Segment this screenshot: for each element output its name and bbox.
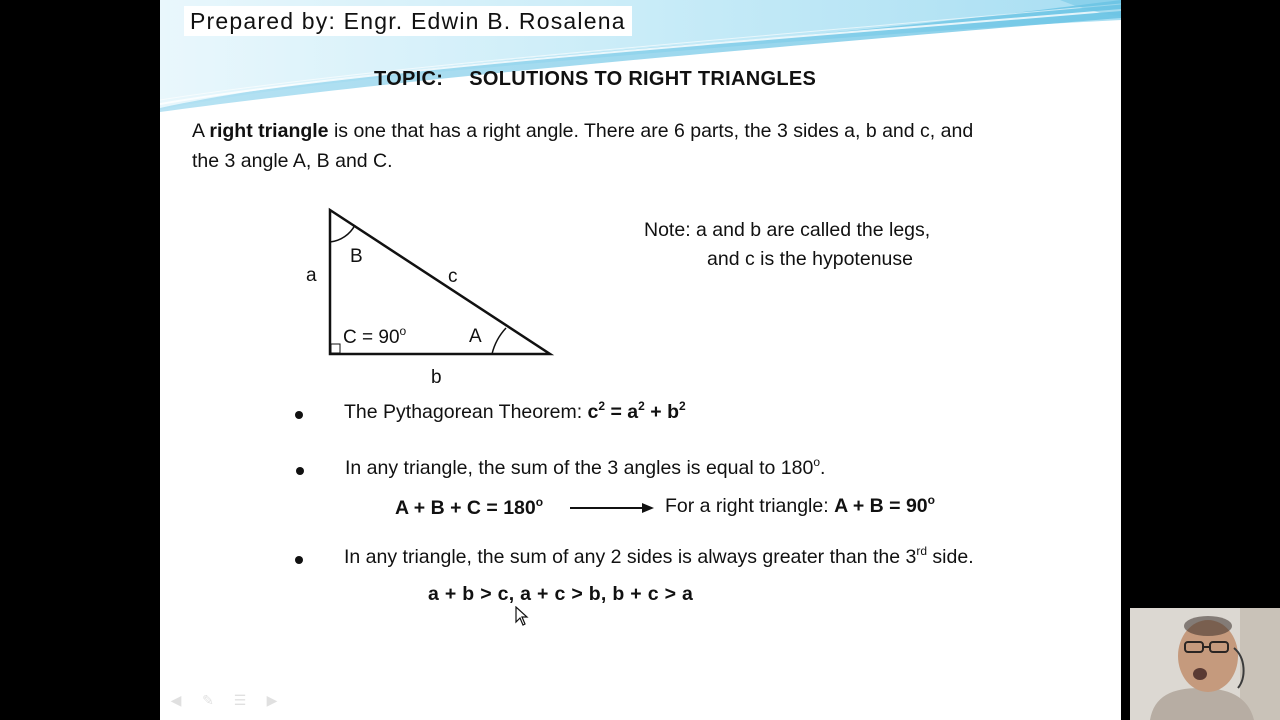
topic-label: TOPIC: <box>374 68 444 90</box>
angle-b-arc <box>330 225 355 242</box>
presenter-webcam-overlay <box>1130 608 1280 720</box>
intro-text-1: A <box>192 120 210 142</box>
intro-paragraph <box>192 116 973 176</box>
bullet-dot <box>295 411 303 419</box>
note-line-2: and c is the hypotenuse <box>707 248 913 270</box>
right-angle-marker <box>331 344 340 353</box>
intro-bold-term: right triangle <box>209 120 329 142</box>
side-b-label: b <box>431 367 442 388</box>
right-triangle-angle-equation: For a right triangle: $A + B = 90^o$ <box>665 493 935 517</box>
pythagorean-equation: $c^2 = a^2 + b^2$ <box>587 399 686 423</box>
bullet-dot <box>296 467 304 475</box>
pen-icon[interactable]: ✎ <box>202 692 214 708</box>
bullet-pythagorean <box>344 401 686 424</box>
slide-nav-controls[interactable] <box>166 692 282 708</box>
note-text <box>644 216 930 274</box>
prev-slide-icon[interactable]: ◀ <box>170 692 182 708</box>
note-line-1: Note: a and b are called the legs, <box>644 219 931 241</box>
intro-text-2: is one that has a right angle. There are 6 parts, the 3 sides a, b and c, and <box>328 120 974 142</box>
topic-title: SOLUTIONS TO RIGHT TRIANGLES <box>469 68 817 90</box>
angle-c-label: $C = 90^o$ <box>343 324 407 348</box>
bullet-angle-sum: In any triangle, the sum of the 3 angles is equal to 180$^o$. <box>345 455 826 479</box>
angle-a-label: A <box>469 326 482 347</box>
presenter-avatar <box>1130 608 1280 720</box>
bullet-side-sum: In any triangle, the sum of any 2 sides is always greater than the 3rd side. <box>344 544 974 568</box>
page-title <box>374 68 816 91</box>
angle-a-arc <box>492 328 506 354</box>
pythagorean-label: The Pythagorean Theorem: <box>344 401 588 423</box>
intro-line-2: the 3 angle A, B and C. <box>192 150 393 172</box>
right-triangle-diagram <box>300 200 580 400</box>
side-a-label: a <box>306 265 317 286</box>
prepared-by-label: Prepared by: Engr. Edwin B. Rosalena <box>184 6 632 36</box>
menu-icon[interactable]: ☰ <box>233 692 247 708</box>
arrow-right-icon <box>570 501 654 515</box>
mouse-cursor-icon <box>515 606 529 626</box>
triangle-inequality-equation: a + b > c, a + c > b, b + c > a <box>428 583 694 605</box>
side-c-label: c <box>448 266 458 287</box>
angle-sum-equation: $A + B + C = 180^o$ <box>395 495 544 519</box>
slide <box>160 0 1121 720</box>
next-slide-icon[interactable]: ▶ <box>266 692 278 708</box>
angle-b-label: B <box>350 246 363 267</box>
bullet-dot <box>295 556 303 564</box>
